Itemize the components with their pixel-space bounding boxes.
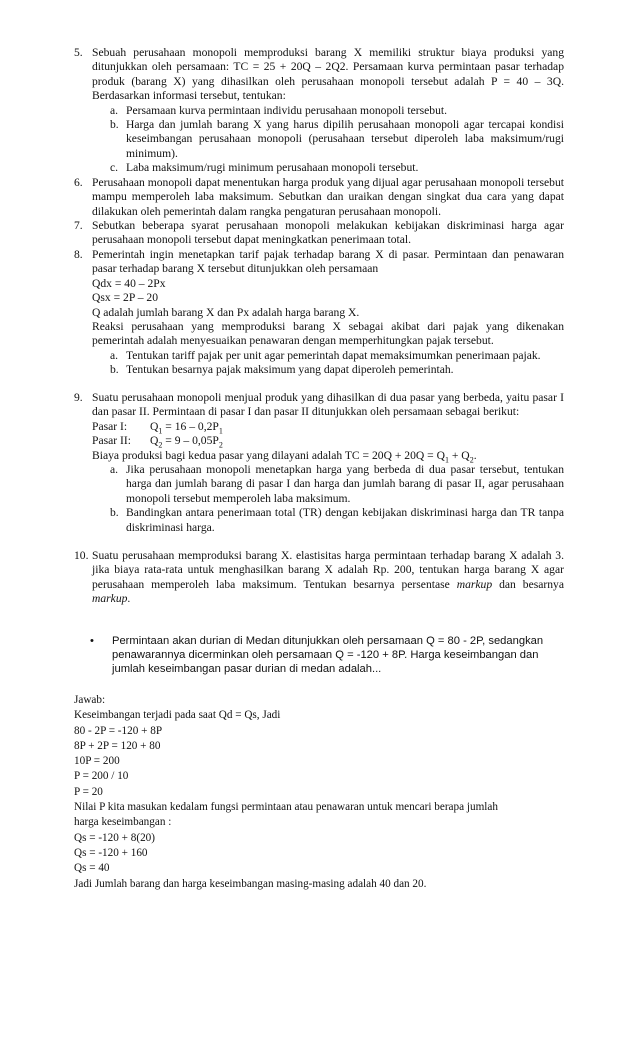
answer-line: Qs = -120 + 8(20) (74, 831, 155, 844)
sub-item-a: a. Persamaan kurva permintaan individu perusahaan monopoli tersebut. (110, 103, 447, 117)
variable-note: Q adalah jumlah barang X dan Px adalah harga barang X. (92, 305, 360, 319)
question-number: 9. (74, 391, 83, 404)
question-9 (74, 391, 564, 535)
answer-line: 8P + 2P = 120 + 80 (74, 739, 161, 752)
equation-market-2: Pasar II: $Q_2 = 9 - 0,05P_2$ (92, 434, 223, 450)
answer-line: 80 - 2P = -120 + 8P (74, 724, 163, 737)
question-text-2: Reaksi perusahaan yang memproduksi barang X sebagai akibat dari pajak yang dikenakan pemerintah adalah menyesuaikan penawaran dengan memperhitungkan pajak tersebut. (92, 320, 564, 348)
answer-line: P = 200 / 10 (74, 770, 129, 783)
answer-line: Qs = -120 + 160 (74, 846, 148, 859)
equation-demand: Qdx = 40 – 2Px (92, 276, 166, 290)
question-number: 8. (74, 248, 83, 261)
question-number: 10. (74, 549, 89, 562)
equation-market-1: Pasar I: $Q_1 = 16 - 0,2P_1$ (92, 419, 223, 436)
question-7 (74, 219, 564, 248)
question-5 (74, 46, 564, 176)
equation-supply: Qsx = 2P – 20 (92, 291, 159, 305)
answer-line: Keseimbangan terjadi pada saat Qd = Qs, Jadi (74, 709, 281, 722)
answer-line: P = 20 (74, 785, 103, 798)
question-10 (74, 549, 564, 607)
question-text: Pemerintah ingin menetapkan tarif pajak terhadap barang X di pasar. Permintaan dan penawaran pasar terhadap barang X tersebut ditunjukkan oleh persamaan (92, 248, 564, 276)
question-text: Sebuah perusahaan monopoli memproduksi barang X memiliki struktur biaya produksi yang ditunjukkan oleh persamaan: TC = 25 + 20Q – 2Q2. Persamaan kurva permintaan pasar terhadap produk (barang X) yang dihasilkan oleh perusahaan monopoli tersebut adalah P = 40 – 3Q. Berdasarkan informasi tersebut, tentukan: (92, 46, 564, 103)
answer-block (74, 693, 574, 892)
bullet-question (90, 634, 560, 677)
sub-item-b: b. Bandingkan antara penerimaan total (TR) dengan kebijakan diskriminasi harga dan TR tanpa diskriminasi harga. (110, 506, 564, 534)
question-number: 6. (74, 176, 83, 189)
question-text: Suatu perusahaan memproduksi barang X. elastisitas harga permintaan terhadap barang X adalah 3. jika biaya rata-rata untuk menghasilkan barang X adalah Rp. 200, tentukan harga barang X agar perusahaan memperoleh laba maksimum. Tentukan besarnya persentase markup dan besarnya markup. (92, 549, 564, 606)
answer-line: Qs = 40 (74, 862, 110, 875)
sub-item-a: a. Jika perusahaan monopoli menetapkan harga yang berbeda di dua pasar tersebut, tentukan harga dan jumlah barang di pasar I dan harga dan jumlah barang di pasar II, agar perusahaan monopoli tersebut memperoleh laba maksimum. (110, 463, 564, 505)
question-6 (74, 176, 564, 219)
answer-line: Jadi Jumlah barang dan harga keseimbangan masing-masing adalah 40 dan 20. (74, 877, 427, 890)
question-8 (74, 248, 564, 378)
cost-equation: Biaya produksi bagi kedua pasar yang dilayani adalah TC = $20Q + 20Q = Q_1 + Q_2$. (92, 448, 477, 464)
answer-line: Nilai P kita masukan kedalam fungsi permintaan atau penawaran untuk mencari berapa jumlah (74, 801, 498, 814)
bullet-icon: • (90, 635, 94, 647)
answer-line: Jawab: (74, 694, 106, 706)
sub-item-b: b. Harga dan jumlah barang X yang harus dipilih perusahaan monopoli agar tercapai kondisi keseimbangan perusahaan monopoli (perusahaan tersebut diperoleh laba maksimum/rugi minimum). (110, 118, 564, 160)
answer-line: harga keseimbangan : (74, 816, 172, 829)
question-text: Suatu perusahaan monopoli menjual produk yang dihasilkan di dua pasar yang berbeda, yaitu pasar I dan pasar II. Permintaan di pasar I dan pasar II ditunjukkan oleh persamaan sebagai berikut: (92, 391, 564, 419)
sub-item-c: c. Laba maksimum/rugi minimum perusahaan monopoli tersebut. (110, 161, 419, 175)
sub-item-a: a. Tentukan tariff pajak per unit agar pemerintah dapat memaksimumkan penerimaan pajak. (110, 348, 541, 362)
question-number: 7. (74, 219, 83, 232)
question-text: Sebutkan beberapa syarat perusahaan monopoli melakukan kebijakan diskriminasi harga agar perusahaan monopoli tersebut dapat meningkatkan penerimaan total. (92, 219, 564, 247)
answer-line: 10P = 200 (74, 755, 120, 768)
question-text: Perusahaan monopoli dapat menentukan harga produk yang dijual agar perusahaan monopoli tersebut mampu memperoleh laba maksimum. Sebutkan dan uraikan dengan singkat dua cara yang dapat dilakukan oleh pemerintah dalam rangka pengaturan perusahaan monopoli. (92, 176, 564, 218)
bullet-text: Permintaan akan durian di Medan ditunjukkan oleh persamaan Q = 80 - 2P, sedangkan penawarannya dicerminkan oleh persamaan Q = -120 + 8P. Harga keseimbangan dan jumlah keseimbangan pasar durian di medan adalah... (112, 635, 544, 676)
question-number: 5. (74, 46, 83, 59)
sub-item-b: b. Tentukan besarnya pajak maksimum yang dapat diperoleh pemerintah. (110, 363, 454, 377)
